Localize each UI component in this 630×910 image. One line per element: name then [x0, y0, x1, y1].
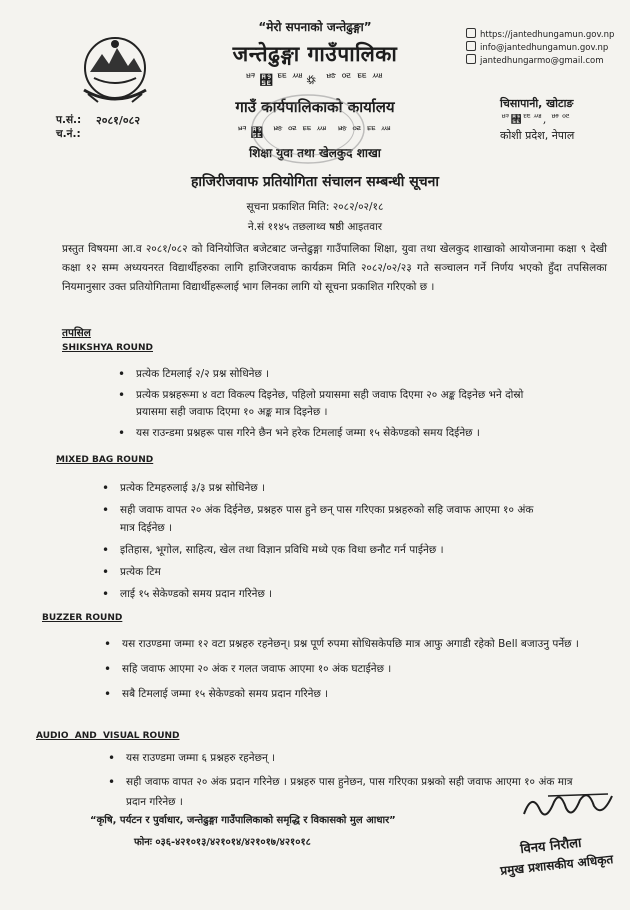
address-block: [500, 96, 574, 144]
tapsil-label: तपसिल: [62, 327, 91, 339]
buzzer-round-list: [104, 634, 592, 704]
list-item: • प्रत्येक टिमलाई २/२ प्रश्न सोधिनेछ ।: [118, 367, 270, 381]
signatory-title: प्रमुख प्रशासकीय अधिकृत: [499, 852, 614, 878]
slogan: “मेरो सपनाको जन्तेढुङ्गा”: [258, 20, 372, 34]
reference-labels: [56, 113, 81, 141]
branch-name: शिक्षा युवा तथा खेलकुद शाखा: [249, 146, 381, 160]
notice-title: हाजिरीजवाफ प्रतियोगिता संचालन सम्बन्धी सूचना: [190, 174, 440, 190]
office-name-script: ꥳ꥞ ꥴꥶꥹꥵ ꥴꥶꥹꥵ: [235, 126, 395, 141]
website-row[interactable]: [466, 28, 614, 41]
nepal-sambat-date: ने.सं ११४५ तछलाथ्व षष्ठी आइतवार: [247, 221, 383, 233]
footer-slogan: “कृषि, पर्यटन र पुर्वाधार, जन्तेढुङ्गा गाउँपालिकाको समृद्धि र विकासको मुल आधार”: [90, 815, 396, 826]
list-item: • लाई १५ सेकेण्डको समय प्रदान गरिनेछ ।: [102, 587, 273, 601]
address-line1: चिसापानी, खोटाङ: [500, 97, 574, 110]
email-row[interactable]: [466, 41, 614, 54]
buzzer-round-heading: BUZZER ROUND: [42, 613, 123, 623]
mail-icon: [466, 54, 476, 64]
email-row-2[interactable]: [466, 54, 614, 67]
intro-paragraph: प्रस्तुत विषयमा आ.व २०८१/०८२ को विनियोजित बजेटबाट जन्तेढुङ्गा गाउँपालिका शिक्षा, युवा तथा खेलकुद शाखाको आयोजनामा कक्षा ९ देखी कक्षा १२ सम्म अध्ययनरत विद्यार्थीहरुका लागि हाजिरजवाफ कार्यक्रम मिति २०८२/०२/२३ गते सञ्चालन गर्ने निर्णय भएको हुँदा तपसिलका नियमानुसार उक्त प्रतियोगितामा विद्यार्थीहरूलाई भाग लिनका लागि यो सूचना प्रकाशित गरिएको छ ।: [62, 243, 607, 293]
list-item: • प्रत्येक टिमहरुलाई ३/३ प्रश्न सोधिनेछ ।: [102, 481, 266, 495]
list-item: • प्रत्येक टिम: [102, 565, 161, 579]
list-item: • सही जवाफ वापत २० अंक दिईनेछ, प्रश्नहरु पास हुने छन् पास गरिएका प्रश्नहरुको सहि जवाफ आएमा १० अंक मात्र दिईनेछ ।: [102, 503, 534, 534]
signatory-name: विनय निरौला: [519, 835, 583, 858]
mixed-bag-round-list: [102, 479, 550, 603]
list-item: • इतिहास, भूगोल, साहित्य, खेल तथा विज्ञान प्रविधि मध्ये एक विधा छनौट गर्न पाईनेछ ।: [102, 543, 444, 557]
audio-visual-round-heading: AUDIO AND VISUAL ROUND: [36, 731, 180, 741]
ps-label: प.सं.:: [56, 114, 82, 126]
facebook-icon: [466, 28, 476, 38]
list-item: • प्रत्येक प्रश्नहरूमा ४ वटा विकल्प दिइनेछ, पहिलो प्रयासमा सही जवाफ दिएमा २० अङ्क दिइनेछ भने दोस्रो प्रयासमा सही जवाफ दिएमा १० अङ्क मात्र दिइनेछ ।: [118, 388, 524, 418]
publish-date: सूचना प्रकाशित मिति: २०८२/०२/१८: [246, 201, 384, 213]
municipality-name: जन्तेढुङ्गा गाउँपालिका: [232, 42, 398, 66]
contact-info: [466, 28, 614, 67]
footer-phone: फोनः ०३६-४२१०१३/४२१०१४/४२१०१७/४२१०१८: [134, 837, 311, 848]
office-seal: [248, 90, 368, 168]
list-item: • सबै टिमलाई जम्मा १५ सेकेण्डको समय प्रदान गरिनेछ ।: [104, 687, 329, 701]
mixed-bag-round-heading: MIXED BAG ROUND: [56, 455, 154, 465]
address-line3: कोशी प्रदेश, नेपाल: [500, 129, 575, 142]
shikshya-round-list: [118, 366, 556, 442]
website-text: https://jantedhungamun.gov.np: [480, 30, 615, 40]
email-text: info@jantedhungamun.gov.np: [480, 43, 609, 53]
mail-icon: [466, 41, 476, 51]
audio-visual-round-list: [108, 748, 586, 812]
shikshya-round-heading: SHIKSHYA ROUND: [62, 343, 153, 353]
list-item: • यस राउन्डमा प्रश्नहरू पास गरिने छैन भने हरेक टिमलाई जम्मा १५ सेकेण्डको समय दिईनेछ ।: [118, 426, 480, 440]
ps-value: २०८१/०८२: [96, 114, 141, 127]
email-text-2: jantedhungarmo@gmail.com: [480, 56, 604, 66]
address-line2: ꥳ꥞ꥹꥵ, ꥴꥶ: [500, 113, 572, 126]
list-item: • सहि जवाफ आएमा २० अंक र गलत जवाफ आएमा १० अंक घटाईनेछ ।: [104, 662, 392, 676]
signature-mark: [518, 788, 618, 824]
office-name: गाउँ कार्यपालिकाको कार्यालय: [235, 98, 395, 116]
municipality-name-script: ꥳ꥞ꥹꥵ꥟ ꥴꥶꥹꥵ: [243, 73, 387, 89]
list-item: • सही जवाफ वापत २० अंक प्रदान गरिनेछ । प्रश्नहरु पास हुनेछन, पास गरिएका प्रश्नको सही जवाफ आएमा १० अंक मात्र प्रदान गरिनेछ ।: [108, 775, 573, 808]
cn-label: च.नं.:: [56, 128, 81, 140]
list-item: • यस राउण्डमा जम्मा ६ प्रश्नहरु रहनेछन् ।: [108, 751, 276, 765]
list-item: • यस राउण्डमा जम्मा १२ वटा प्रश्नहरु रहनेछन्। प्रश्न पूर्ण रुपमा सोधिसकेपछि मात्र आफु अगाडी रहेको Bell बजाउनु पर्नेछ ।: [104, 637, 579, 651]
